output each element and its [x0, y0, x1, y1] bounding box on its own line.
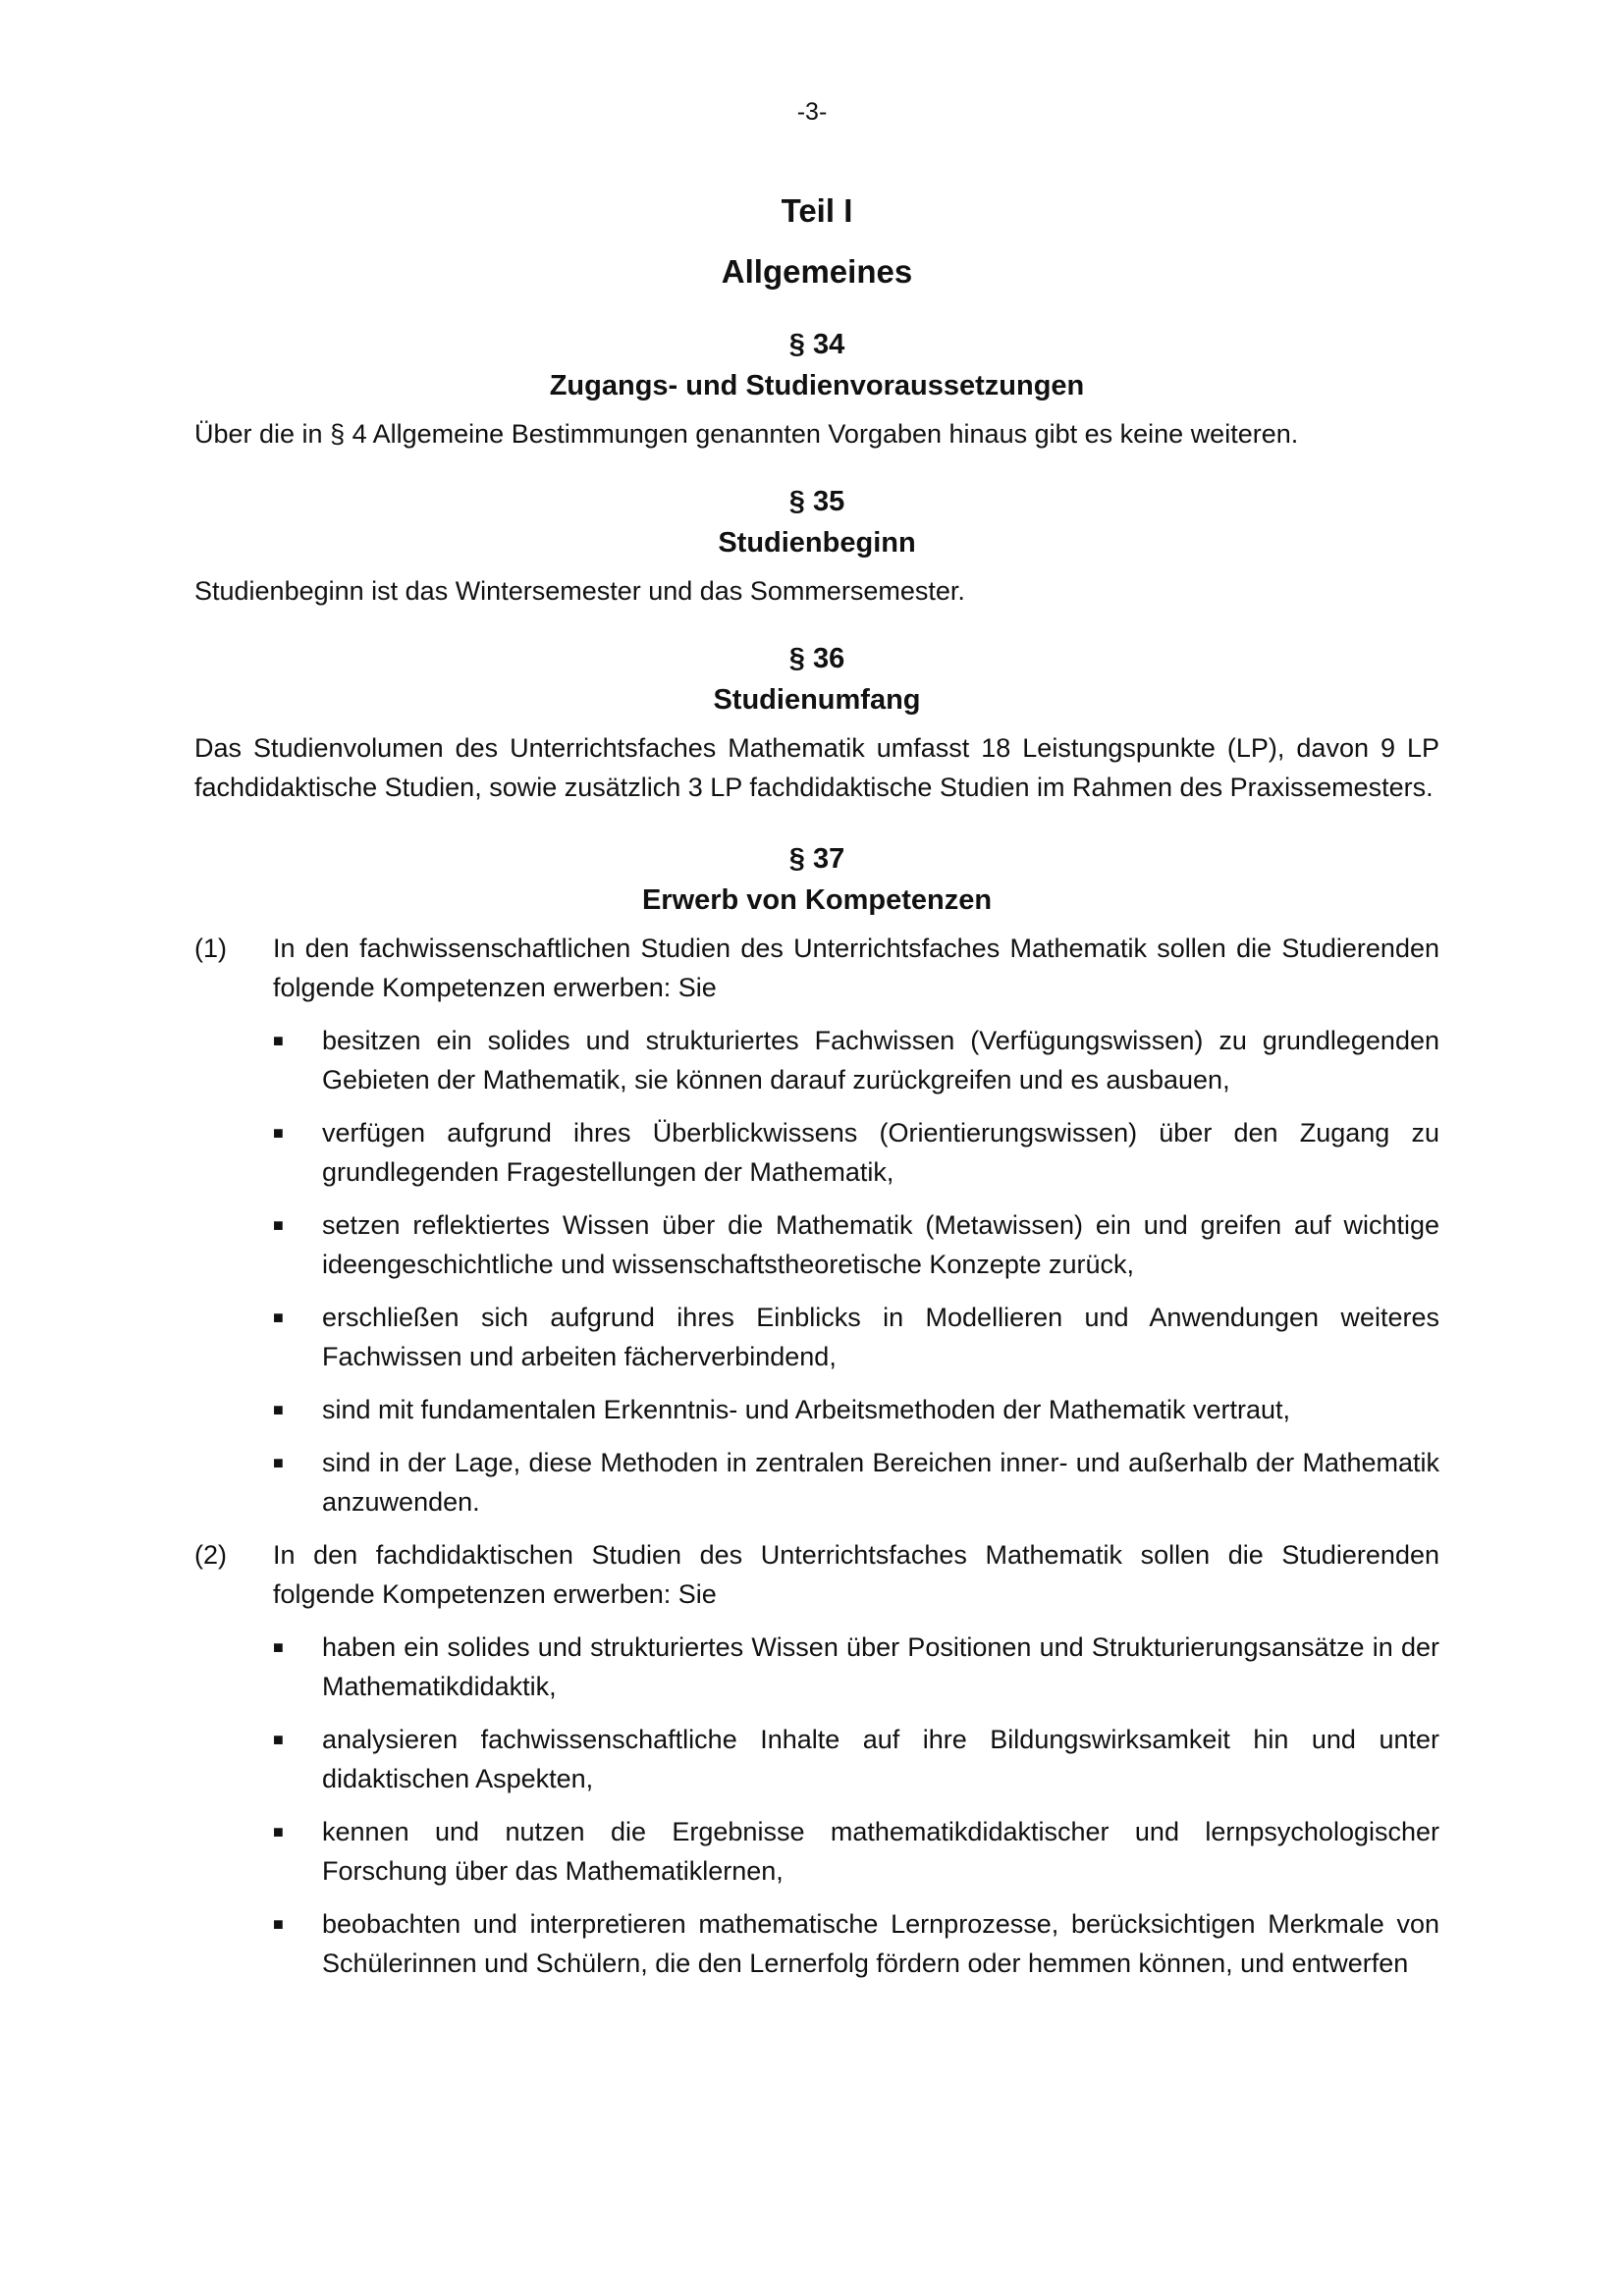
page-number: -3-: [796, 98, 828, 126]
list-item: ■ haben ein solides und strukturiertes Wissen über Positionen und Strukturierungsansätze in der Mathematikdidaktik,: [273, 1628, 1439, 1706]
list-item: ■ setzen reflektiertes Wissen über die Mathematik (Metawissen) ein und greifen auf wichtige ideengeschichtliche und wissenschaftstheoretische Konzepte zurück,: [273, 1205, 1439, 1284]
bullet-icon: ■: [273, 1031, 284, 1050]
paragraph-1: [194, 929, 1439, 1522]
part-title: Teil I: [781, 192, 853, 229]
list-item: ■ besitzen ein solides und strukturiertes Fachwissen (Verfügungswissen) zu grundlegenden Gebieten der Mathematik, sie können darauf zurückgreifen und es ausbauen,: [273, 1021, 1439, 1099]
list-item: ■ kennen und nutzen die Ergebnisse mathematikdidaktischer und lernpsychologischer Forschung über das Mathematiklernen,: [273, 1812, 1439, 1891]
competence-list-2: [273, 1628, 1439, 1983]
section-35-title: Studienbeginn: [718, 527, 916, 559]
bullet-icon: ■: [273, 1637, 284, 1657]
section-36-text: Das Studienvolumen des Unterrichtsfaches Mathematik umfasst 18 Leistungspunkte (LP), davon 9 LP fachdidaktische Studien, sowie zusätzlich 3 LP fachdidaktische Studien im Rahmen des Praxissemesters.: [194, 733, 1439, 802]
bullet-icon: ■: [273, 1308, 284, 1327]
section-34-text: Über die in § 4 Allgemeine Bestimmungen genannten Vorgaben hinaus gibt es keine weiteren.: [194, 419, 1299, 449]
content-body: [194, 188, 1439, 1983]
list-item: ■ analysieren fachwissenschaftliche Inhalte auf ihre Bildungswirksamkeit hin und unter didaktischen Aspekten,: [273, 1720, 1439, 1798]
section-37-number: § 37: [788, 843, 845, 875]
list-item: ■ sind in der Lage, diese Methoden in zentralen Bereichen inner- und außerhalb der Mathematik anzuwenden.: [273, 1443, 1439, 1522]
bullet-icon: ■: [273, 1400, 284, 1419]
paragraph-1-text: In den fachwissenschaftlichen Studien des Unterrichtsfaches Mathematik sollen die Studierenden folgende Kompetenzen erwerben: Sie: [273, 934, 1439, 1002]
section-34-number: § 34: [788, 329, 845, 360]
section-37-title: Erwerb von Kompetenzen: [641, 884, 993, 916]
section-35-text: Studienbeginn ist das Wintersemester und das Sommersemester.: [194, 576, 965, 606]
section-36-title: Studienumfang: [713, 684, 921, 716]
bullet-icon: ■: [273, 1914, 284, 1934]
list-item: ■ beobachten und interpretieren mathematische Lernprozesse, berücksichtigen Merkmale von Schülerinnen und Schülern, die den Lernerfolg fördern oder hemmen können, und entwerfen: [273, 1904, 1439, 1983]
paragraph-1-number: (1): [194, 934, 227, 963]
competence-list-1: [273, 1021, 1439, 1522]
bullet-icon: ■: [273, 1123, 284, 1143]
bullet-icon: ■: [273, 1730, 284, 1749]
bullet-icon: ■: [273, 1215, 284, 1235]
list-item: ■ erschließen sich aufgrund ihres Einblicks in Modellieren und Anwendungen weiteres Fachwissen und arbeiten fächerverbindend,: [273, 1298, 1439, 1376]
paragraph-2: [194, 1535, 1439, 1983]
paragraph-2-number: (2): [194, 1540, 227, 1570]
bullet-icon: ■: [273, 1822, 284, 1842]
section-34-title: Zugangs- und Studienvoraussetzungen: [549, 370, 1085, 401]
section-36-number: § 36: [788, 643, 845, 674]
section-35-number: § 35: [788, 486, 845, 517]
list-item: ■ sind mit fundamentalen Erkenntnis- und Arbeitsmethoden der Mathematik vertraut,: [273, 1390, 1439, 1429]
bullet-icon: ■: [273, 1453, 284, 1472]
part-subtitle: Allgemeines: [721, 253, 913, 290]
paragraph-2-text: In den fachdidaktischen Studien des Unterrichtsfaches Mathematik sollen die Studierenden folgende Kompetenzen erwerben: Sie: [273, 1540, 1439, 1609]
list-item: ■ verfügen aufgrund ihres Überblickwissens (Orientierungswissen) über den Zugang zu grundlegenden Fragestellungen der Mathematik,: [273, 1113, 1439, 1192]
